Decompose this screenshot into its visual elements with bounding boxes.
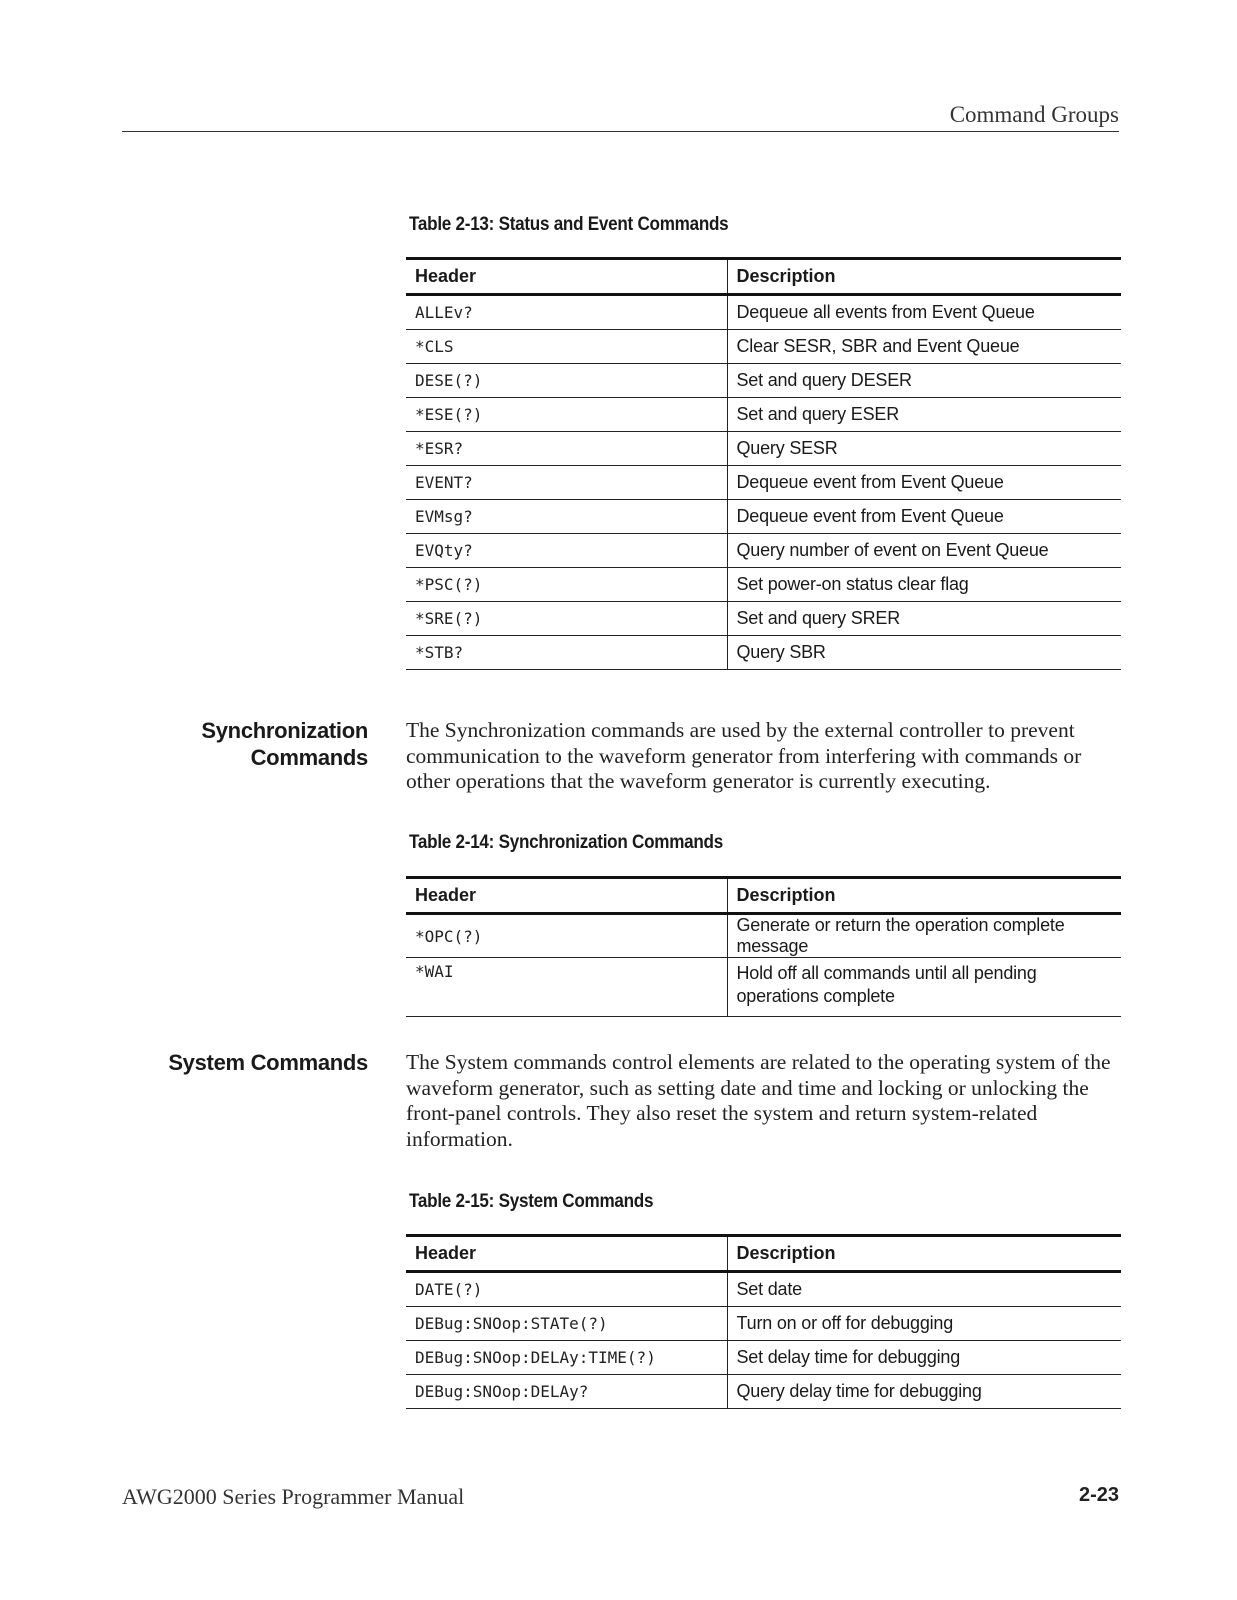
table-row bbox=[406, 568, 1121, 602]
table-caption-system: Table 2-15: System Commands bbox=[409, 1191, 654, 1212]
command-header: *WAI bbox=[406, 958, 727, 1017]
command-header: *CLS bbox=[406, 330, 727, 364]
table-caption-synchronization: Table 2-14: Synchronization Commands bbox=[409, 832, 723, 853]
table-header-row bbox=[406, 878, 1121, 914]
section-heading-line: Commands bbox=[250, 745, 368, 770]
table-header-row bbox=[406, 1236, 1121, 1272]
command-header: DEBug:SNOop:STATe(?) bbox=[406, 1307, 727, 1341]
synchronization-body-text: The Synchronization commands are used by the external controller to prevent communication to the waveform generator from interfering with commands or other operations that the waveform generator is currently executing. bbox=[406, 718, 1082, 793]
column-header-header: Header bbox=[406, 878, 727, 914]
command-description: Set power-on status clear flag bbox=[727, 568, 1121, 602]
command-description: Set and query DESER bbox=[727, 364, 1121, 398]
command-header: *PSC(?) bbox=[406, 568, 727, 602]
section-heading-system bbox=[168, 1049, 368, 1076]
section-heading-line: System Commands bbox=[168, 1050, 368, 1075]
table-row bbox=[406, 1341, 1121, 1375]
command-description: Turn on or off for debugging bbox=[727, 1307, 1121, 1341]
command-header: *STB? bbox=[406, 636, 727, 670]
table-row bbox=[406, 1307, 1121, 1341]
table-row bbox=[406, 534, 1121, 568]
command-description: Query SBR bbox=[727, 636, 1121, 670]
column-header-description: Description bbox=[727, 1236, 1121, 1272]
command-description: Dequeue event from Event Queue bbox=[727, 466, 1121, 500]
table-row bbox=[406, 295, 1121, 330]
command-header: *OPC(?) bbox=[406, 914, 727, 958]
column-header-description: Description bbox=[727, 259, 1121, 295]
table-row bbox=[406, 398, 1121, 432]
header-rule bbox=[122, 131, 1119, 132]
command-header: DESE(?) bbox=[406, 364, 727, 398]
running-head: Command Groups bbox=[949, 102, 1119, 127]
section-heading-synchronization bbox=[201, 717, 368, 771]
command-description: Set delay time for debugging bbox=[727, 1341, 1121, 1375]
command-header: EVENT? bbox=[406, 466, 727, 500]
footer-page-number: 2-23 bbox=[1078, 1484, 1119, 1506]
table-row bbox=[406, 602, 1121, 636]
command-header: *ESE(?) bbox=[406, 398, 727, 432]
table-row bbox=[406, 466, 1121, 500]
table-header-row bbox=[406, 259, 1121, 295]
table-row bbox=[406, 330, 1121, 364]
command-header: DEBug:SNOop:DELAy? bbox=[406, 1375, 727, 1409]
command-header: EVMsg? bbox=[406, 500, 727, 534]
table-row bbox=[406, 1272, 1121, 1307]
command-description: Generate or return the operation complete message bbox=[727, 914, 1121, 958]
command-header: *SRE(?) bbox=[406, 602, 727, 636]
table-row bbox=[406, 914, 1121, 958]
status-event-table bbox=[406, 257, 1121, 670]
table-row bbox=[406, 958, 1121, 1017]
footer-manual-title: AWG2000 Series Programmer Manual bbox=[122, 1484, 465, 1509]
table-row bbox=[406, 1375, 1121, 1409]
table-row bbox=[406, 432, 1121, 466]
section-heading-line: Synchronization bbox=[201, 718, 368, 743]
command-header: ALLEv? bbox=[406, 295, 727, 330]
command-description: Query SESR bbox=[727, 432, 1121, 466]
command-description: Query delay time for debugging bbox=[727, 1375, 1121, 1409]
synchronization-table bbox=[406, 876, 1121, 1017]
command-header: EVQty? bbox=[406, 534, 727, 568]
command-description: Set date bbox=[727, 1272, 1121, 1307]
command-header: *ESR? bbox=[406, 432, 727, 466]
command-description: Dequeue all events from Event Queue bbox=[727, 295, 1121, 330]
table-row bbox=[406, 500, 1121, 534]
command-description: Clear SESR, SBR and Event Queue bbox=[727, 330, 1121, 364]
table-row bbox=[406, 364, 1121, 398]
command-description: Dequeue event from Event Queue bbox=[727, 500, 1121, 534]
command-description: Set and query ESER bbox=[727, 398, 1121, 432]
command-header: DATE(?) bbox=[406, 1272, 727, 1307]
system-table bbox=[406, 1234, 1121, 1409]
system-body-text: The System commands control elements are related to the operating system of the waveform generator, such as setting date and time and locking or unlocking the front-panel controls. They also reset the system and return system-related information. bbox=[406, 1050, 1111, 1151]
column-header-header: Header bbox=[406, 259, 727, 295]
command-header: DEBug:SNOop:DELAy:TIME(?) bbox=[406, 1341, 727, 1375]
table-row bbox=[406, 636, 1121, 670]
command-description: Set and query SRER bbox=[727, 602, 1121, 636]
column-header-description: Description bbox=[727, 878, 1121, 914]
command-description: Hold off all commands until all pending operations complete bbox=[727, 958, 1121, 1017]
column-header-header: Header bbox=[406, 1236, 727, 1272]
table-caption-status-event: Table 2-13: Status and Event Commands bbox=[409, 214, 729, 235]
command-description: Query number of event on Event Queue bbox=[727, 534, 1121, 568]
